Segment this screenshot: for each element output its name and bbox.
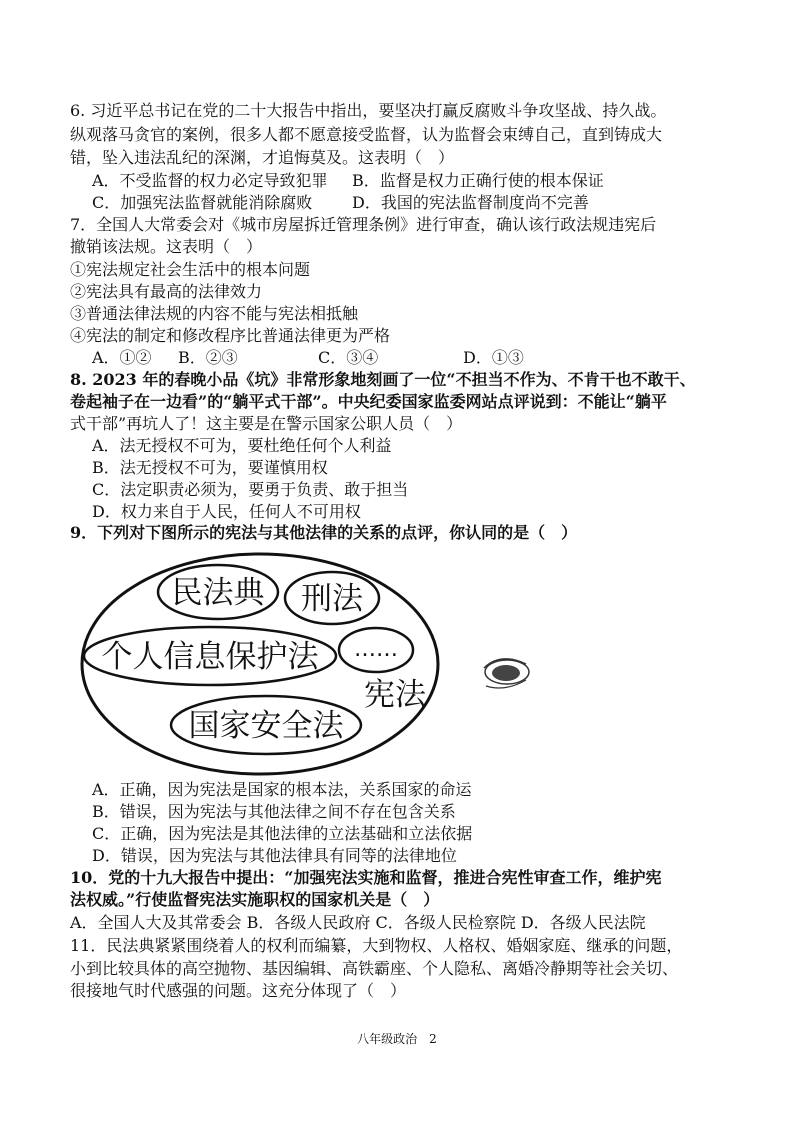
civil-code-label: 民法典 <box>171 575 265 611</box>
q9-option-a: A．正确，因为宪法是国家的根本法，关系国家的命运 <box>92 780 472 799</box>
national-security-law-label: 国家安全法 <box>188 708 344 744</box>
q11-stem-line-2: 小到比较具体的高空抛物、基因编辑、高铁霸座、个人隐私、离婚冷静期等社会关切、 <box>70 959 679 978</box>
q7-statement-3: ③普通法律法规的内容不能与宪法相抵触 <box>70 304 359 323</box>
q8-option-d: D．权力来自于人民，任何人不可用权 <box>92 502 361 521</box>
q7-stem-line-1: 7．全国人大常委会对《城市房屋拆迁管理条例》进行审查，确认该行政法规违宪后 <box>70 215 657 234</box>
q7-stem-line-2: 撤销该法规。这表明（ ） <box>70 237 263 256</box>
q10-stem-line-2: 法权威。”行使监督宪法实施职权的国家机关是（ ） <box>70 890 440 909</box>
q6-stem-line-2: 纵观落马贪官的案例，很多人都不愿意接受监督，认为监督会束缚自己，直到铸成大 <box>70 125 663 144</box>
q7-option-c: C．③④ <box>318 348 379 367</box>
q7-statement-1: ①宪法规定社会生活中的根本问题 <box>70 260 311 279</box>
q6-stem-line-1: 6. 习近平总书记在党的二十大报告中指出，要坚决打赢反腐败斗争攻坚战、持久战。 <box>70 101 667 120</box>
q7-option-a: A．①② <box>92 348 152 367</box>
q9-option-d: D．错误，因为宪法与其他法律具有同等的法律地位 <box>92 846 457 865</box>
q6-option-d: D．我国的宪法监督制度尚不完善 <box>352 193 589 212</box>
criminal-law-label: 刑法 <box>301 581 363 617</box>
constitution-label: 宪法 <box>364 677 426 713</box>
q7-option-d: D．①③ <box>463 348 524 367</box>
ellipsis-label: …… <box>354 637 398 662</box>
q7-statement-4: ④宪法的制定和修改程序比普通法律更为严格 <box>70 326 391 345</box>
q8-option-a: A．法无授权不可为，要杜绝任何个人利益 <box>92 436 392 455</box>
q6-option-a: A．不受监督的权力必定导致犯罪 <box>92 171 328 190</box>
q7-option-b: B．②③ <box>178 348 238 367</box>
personal-info-law-label: 个人信息保护法 <box>101 639 319 675</box>
page-footer: 八年级政治 2 <box>357 1032 437 1046</box>
q6-option-b: B．监督是权力正确行使的根本保证 <box>352 171 604 190</box>
q8-stem-line-2: 卷起袖子在一边看”的“躺平式干部”。中央纪委国家监委网站点评说到：不能让“躺平 <box>70 392 667 411</box>
q8-option-b: B．法无授权不可为，要谨慎用权 <box>92 458 328 477</box>
q6-option-c: C．加强宪法监督就能消除腐败 <box>92 193 313 212</box>
q9-stem: 9．下列对下图所示的宪法与其他法律的关系的点评，你认同的是（ ） <box>70 523 578 542</box>
q8-option-c: C．法定职责必须为，要勇于负责、敢于担当 <box>92 480 409 499</box>
q9-option-c: C．正确，因为宪法是其他法律的立法基础和立法依据 <box>92 824 473 843</box>
q10-options: A．全国人大及其常委会 B．各级人民政府 C．各级人民检察院 D．各级人民法院 <box>70 913 646 932</box>
q10-stem-line-1: 10．党的十九大报告中提出：“加强宪法实施和监督，推进合宪性审查工作，维护宪 <box>70 868 662 887</box>
q9-option-b: B．错误，因为宪法与其他法律之间不存在包含关系 <box>92 802 456 821</box>
q11-stem-line-1: 11．民法典紧紧围绕着人的权利而编纂，大到物权、人格权、婚姻家庭、继承的问题， <box>70 936 683 955</box>
q7-statement-2: ②宪法具有最高的法律效力 <box>70 282 263 301</box>
smudge-mark <box>484 659 529 688</box>
q11-stem-line-3: 很接地气时代感强的问题。这充分体现了（ ） <box>70 981 407 1000</box>
q8-stem-line-1: 8. 2023 年的春晚小品《坑》非常形象地刻画了一位“不担当不作为、不肯干也不敢干、 <box>70 370 696 389</box>
q6-stem-line-3: 错，坠入违法乱纪的深渊，才追悔莫及。这表明（ ） <box>70 148 455 167</box>
q8-stem-line-3: 式干部”再坑人了！这主要是在警示国家公职人员（ ） <box>70 414 463 433</box>
